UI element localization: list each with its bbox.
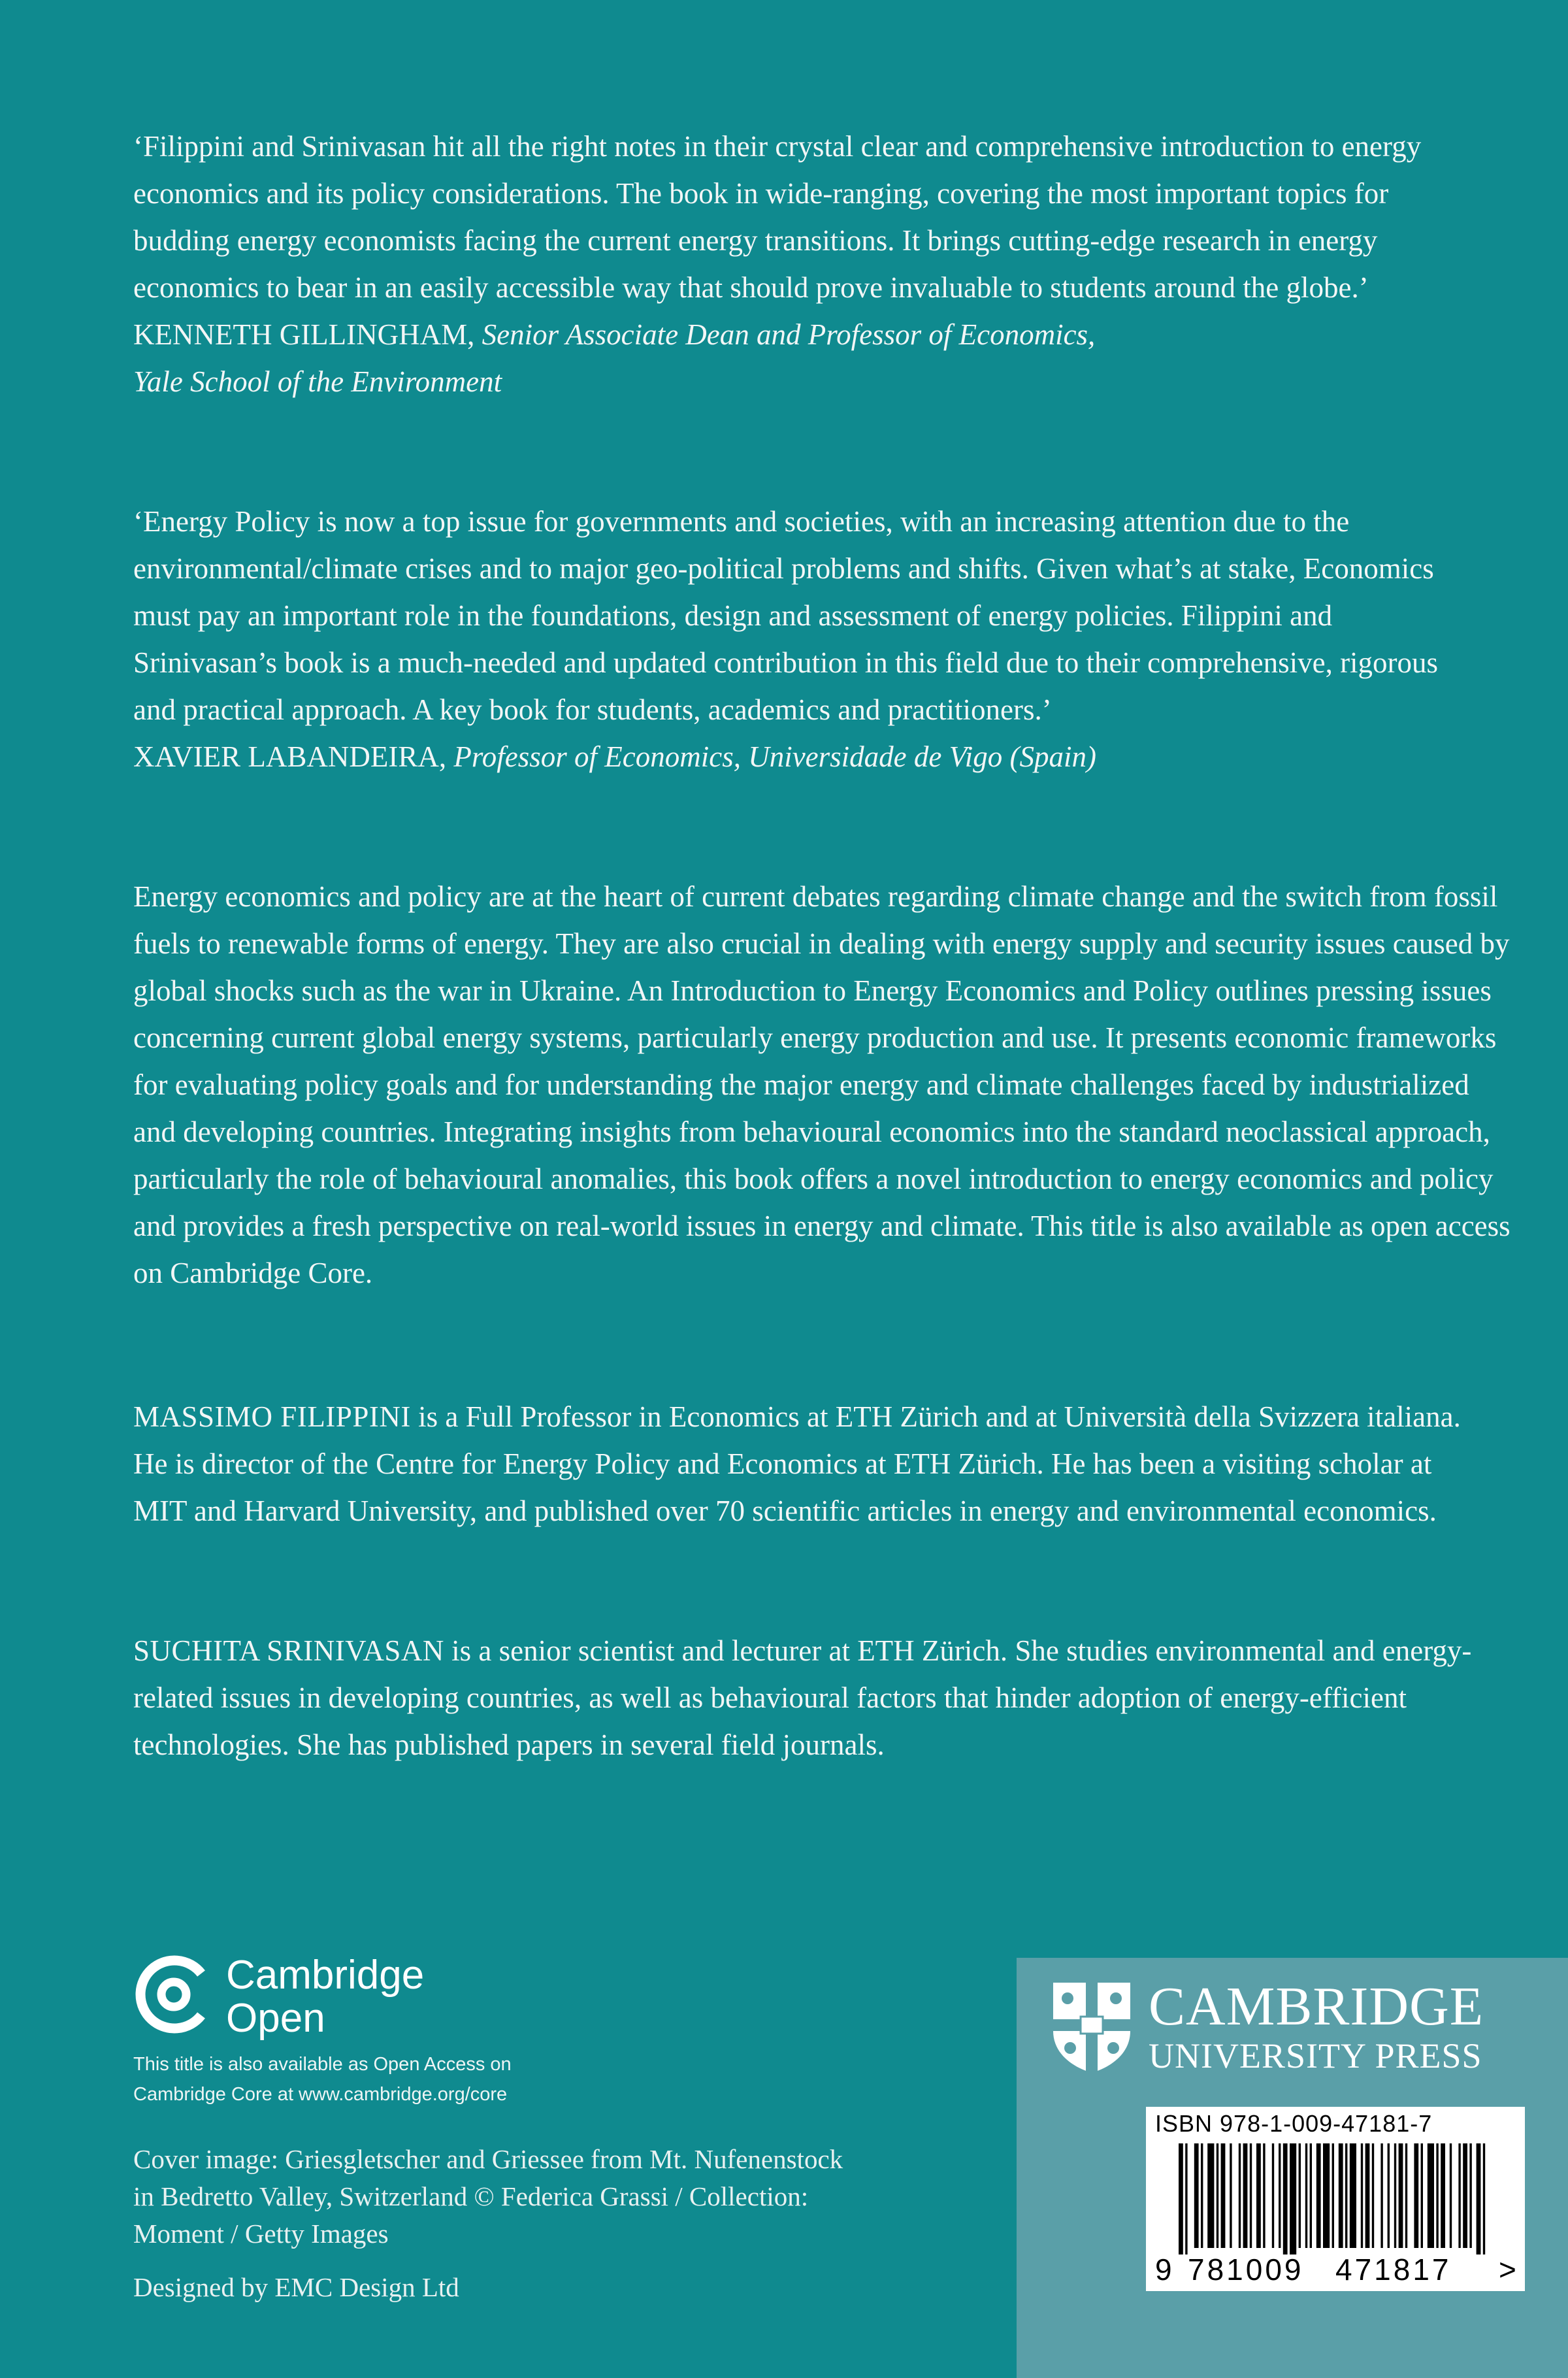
cambridge-open-logo — [133, 1954, 473, 2039]
quote-author: XAVIER LABANDEIRA, — [133, 740, 447, 773]
barcode-bar — [1365, 2143, 1370, 2248]
barcode-bar — [1217, 2143, 1218, 2248]
credit-line1: Cover image: Griesgletscher and Griessee from Mt. Nufenenstock — [133, 2144, 843, 2174]
barcode-bar — [1345, 2143, 1347, 2248]
barcode-bar — [1207, 2143, 1214, 2248]
barcode-bar — [1463, 2143, 1467, 2248]
cambridge-shield-icon — [1051, 1980, 1133, 2074]
quote-text: ‘Filippini and Srinivasan hit all the right notes in their crystal clear and comprehensive introduction to energy economics and its policy considerations. The book in wide-ranging, covering the most important topics for budding energy economists facing the current energy transitions. It brings cutting-edge research in energy economics to bear in an easily accessible way that should prove invaluable to students around the globe.’ — [133, 130, 1422, 304]
review-quote-labandeira — [133, 498, 1466, 780]
barcode-bar — [1305, 2143, 1307, 2248]
credit-line3: Moment / Getty Images — [133, 2219, 389, 2249]
note-line2: Cambridge Core at www.cambridge.org/core — [133, 2084, 508, 2105]
barcode-digits-left: 781009 — [1188, 2253, 1304, 2287]
barcode-digits-right: 471817 — [1335, 2253, 1452, 2287]
review-quote-gillingham — [133, 123, 1466, 405]
barcode-bars — [1179, 2143, 1492, 2254]
quote-attribution — [133, 311, 1466, 358]
author-bio-text: is a Full Professor in Economics at ETH Zürich and at Università della Svizzera italiana. He is director of the Centre for Energy Policy and Economics at ETH Zürich. He has been a visiting scholar at MIT and Harvard University, and published over 70 scientific articles in energy and environmental economics. — [133, 1400, 1461, 1527]
publisher-panel — [1017, 1958, 1568, 2378]
barcode-bar — [1436, 2143, 1438, 2248]
publisher-wordmark — [1149, 1977, 1484, 2075]
barcode-bar — [1310, 2143, 1312, 2248]
isbn-label: ISBN 978-1-009-47181-7 — [1155, 2110, 1433, 2137]
quote-affiliation: Professor of Economics, Universidade de Vigo (Spain) — [453, 740, 1097, 773]
design-credit: Designed by EMC Design Ltd — [133, 2272, 459, 2302]
barcode-bar — [1421, 2143, 1423, 2248]
barcode-bar — [1388, 2143, 1390, 2248]
open-access-note — [133, 2049, 604, 2109]
barcode-bar — [1477, 2143, 1481, 2254]
barcode-bar — [1428, 2143, 1434, 2248]
publisher-line2: UNIVERSITY PRESS — [1149, 2036, 1482, 2075]
barcode-bar — [1316, 2143, 1321, 2248]
cambridge-open-icon — [133, 1954, 214, 2035]
isbn-barcode — [1146, 2107, 1525, 2291]
barcode-bar — [1361, 2143, 1363, 2248]
logo-line2: Open — [226, 1996, 325, 2041]
barcode-bar — [1332, 2143, 1334, 2248]
author-bio-filippini — [133, 1393, 1492, 1534]
quote-author: KENNETH GILLINGHAM, — [133, 318, 475, 351]
barcode-bar — [1372, 2143, 1374, 2248]
barcode-bar — [1272, 2143, 1274, 2248]
barcode-bar — [1290, 2143, 1296, 2254]
barcode-bar — [1450, 2143, 1452, 2248]
description-text: Energy economics and policy are at the heart of current debates regarding climate change and the switch from fossil fuels to renewable forms of energy. They are also crucial in dealing with energy supply and security issues caused by global shocks such as the war in Ukraine. An Introduction to Energy Economics and Policy outlines pressing issues concerning current global energy systems, particularly energy production and use. It presents economic frameworks for evaluating policy goals and for understanding the major energy and climate challenges faced by industrialized and developing countries. Integrating insights from behavioural economics into the standard neoclassical approach, particularly the role of behavioural anomalies, this book offers a novel introduction to energy economics and policy and provides a fresh perspective on real-world issues in energy and climate. This title is also available as open access on Cambridge Core. — [133, 880, 1511, 1289]
logo-line1: Cambridge — [226, 1953, 425, 1998]
barcode-bar — [1221, 2143, 1226, 2248]
barcode-bar — [1483, 2143, 1485, 2254]
barcode-bar — [1323, 2143, 1330, 2248]
barcode-bar — [1263, 2143, 1265, 2248]
barcode-bar — [1441, 2143, 1445, 2248]
barcode-bar — [1250, 2143, 1252, 2248]
author-bio-srinivasan — [133, 1627, 1492, 1768]
barcode-bar — [1185, 2143, 1187, 2254]
quote-affiliation-line2: Yale School of the Environment — [133, 365, 502, 398]
barcode-bar — [1399, 2143, 1403, 2248]
cover-image-credit — [133, 2141, 983, 2253]
barcode-bar — [1201, 2143, 1203, 2248]
barcode-bar — [1405, 2143, 1407, 2248]
barcode-bar — [1179, 2143, 1183, 2254]
barcode-trail: > — [1499, 2253, 1516, 2287]
bio-paragraph — [133, 1627, 1492, 1768]
barcode-bar — [1256, 2143, 1261, 2248]
book-description — [133, 873, 1512, 1296]
note-line1: This title is also available as Open Access on — [133, 2054, 512, 2075]
barcode-bar — [1339, 2143, 1343, 2248]
author-bio-text: is a senior scientist and lecturer at ETH Zürich. She studies environmental and energy-related issues in developing countries, as well as behavioural factors that hinder adoption of energy-efficient technologies. She has published papers in several field journals. — [133, 1634, 1472, 1761]
barcode-bar — [1283, 2143, 1288, 2254]
barcode-bar — [1279, 2143, 1281, 2248]
barcode-bar — [1243, 2143, 1248, 2248]
barcode-bar — [1394, 2143, 1396, 2248]
quote-affiliation: Senior Associate Dean and Professor of Economics, — [482, 318, 1096, 351]
barcode-bar — [1458, 2143, 1460, 2248]
cambridge-open-wordmark — [226, 1954, 424, 2040]
quote-attribution — [133, 733, 1466, 780]
barcode-bar — [1230, 2143, 1232, 2248]
author-name: MASSIMO FILIPPINI — [133, 1400, 411, 1433]
barcode-bar — [1299, 2143, 1301, 2248]
barcode-bar — [1350, 2143, 1356, 2248]
publisher-line1: CAMBRIDGE — [1149, 1976, 1484, 2037]
barcode-bar — [1194, 2143, 1199, 2248]
barcode-bar — [1239, 2143, 1241, 2248]
barcode-digit-lead: 9 — [1155, 2253, 1172, 2287]
barcode-bar — [1414, 2143, 1418, 2248]
quote-text: ‘Energy Policy is now a top issue for governments and societies, with an increasing attention due to the environmental/climate crises and to major geo-political problems and shifts. Given what’s at stake, Economics must pay an important role in the foundations, design and assessment of energy policies. Filippini and Srinivasan’s book is a much-needed and updated contribution in this field due to their comprehensive, rigorous and practical approach. A key book for students, academics and practitioners.’ — [133, 505, 1439, 726]
barcode-bar — [1380, 2143, 1382, 2248]
barcode-bar — [1469, 2143, 1471, 2248]
bio-paragraph — [133, 1393, 1492, 1534]
author-name: SUCHITA SRINIVASAN — [133, 1634, 444, 1667]
credit-line2: in Bedretto Valley, Switzerland © Federica Grassi / Collection: — [133, 2181, 809, 2211]
